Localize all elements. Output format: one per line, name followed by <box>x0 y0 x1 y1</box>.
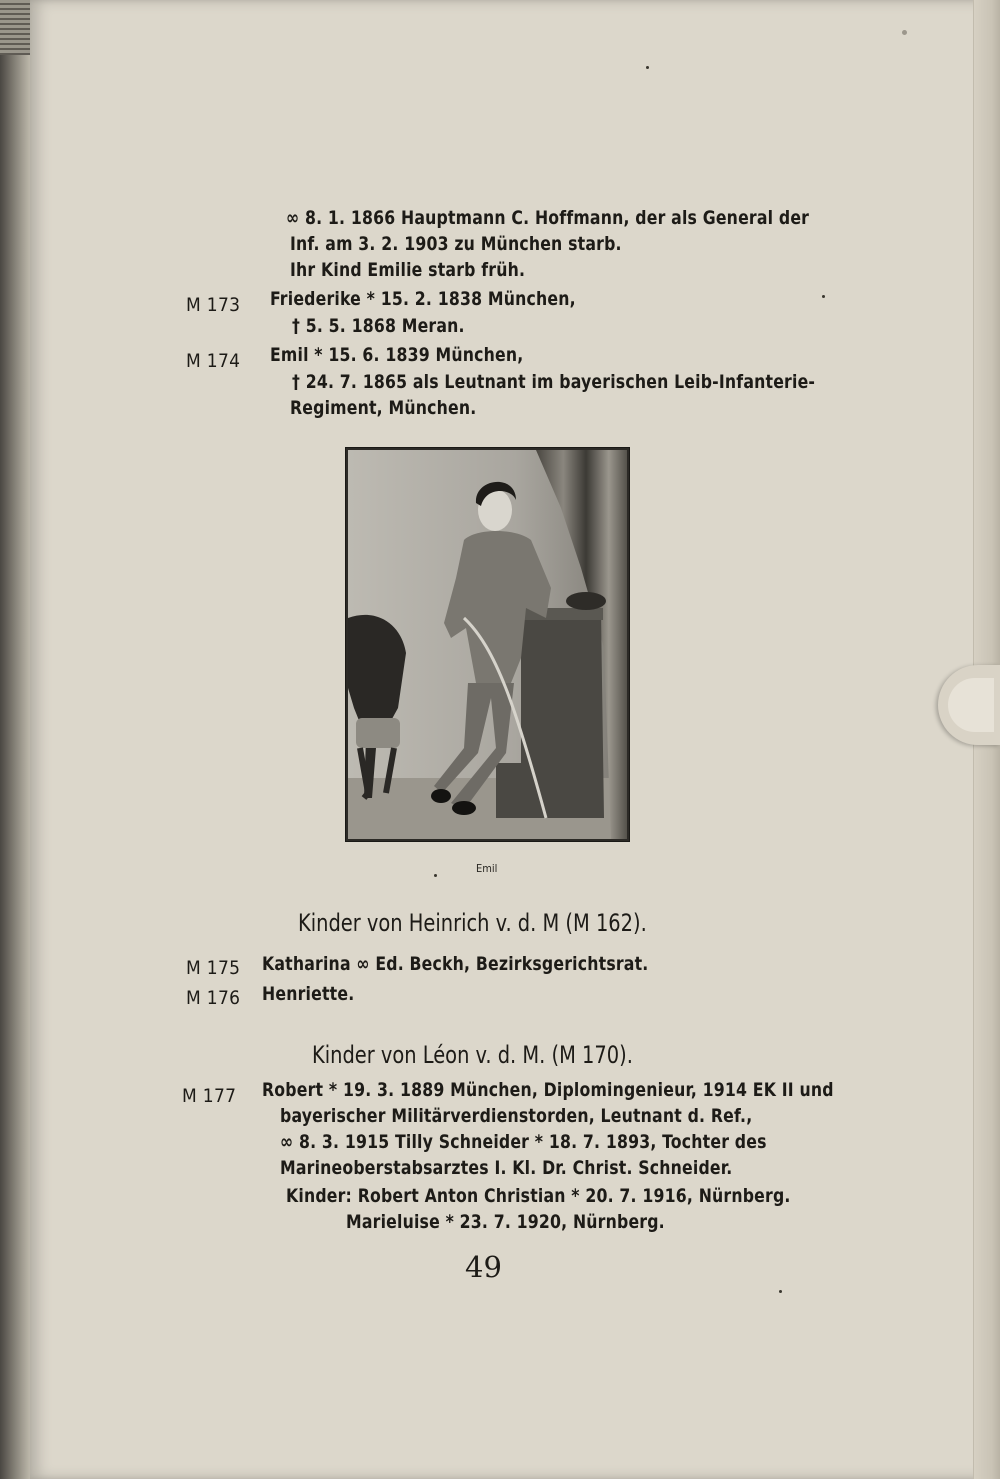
entry-line: Katharina ∞ Ed. Beckh, Bezirksgerichtsrat. <box>262 953 649 975</box>
entry-line: Henriette. <box>262 983 355 1005</box>
entry-line: Emil * 15. 6. 1839 München, <box>270 344 524 366</box>
entry-number: M 176 <box>186 987 241 1009</box>
entry-line: † 24. 7. 1865 als Leutnant im bayerischen Leib-Infanterie- <box>292 371 816 393</box>
speck <box>779 1290 782 1293</box>
section-heading: Kinder von Heinrich v. d. M (M 162). <box>298 909 647 937</box>
entry-number: M 174 <box>186 350 241 372</box>
entry-number: M 177 <box>182 1085 237 1107</box>
entry-line: Inf. am 3. 2. 1903 zu München starb. <box>290 233 622 255</box>
entry-line: † 5. 5. 1868 Meran. <box>292 315 465 337</box>
portrait-illustration <box>346 448 629 841</box>
page-number: 49 <box>465 1250 502 1284</box>
entry-line: Kinder: Robert Anton Christian * 20. 7. 1916, Nürnberg. <box>286 1185 791 1207</box>
entry-number: M 173 <box>186 294 241 316</box>
photo-caption: Emil <box>476 862 498 875</box>
entry-line: bayerischer Militärverdienstorden, Leutnant d. Ref., <box>280 1105 753 1127</box>
page-tab-inner <box>948 678 994 732</box>
entry-line: Marineoberstabsarztes I. Kl. Dr. Christ. Schneider. <box>280 1157 733 1179</box>
entry-line: ∞ 8. 1. 1866 Hauptmann C. Hoffmann, der als General der <box>286 207 810 229</box>
speck <box>646 66 649 69</box>
entry-line: Regiment, München. <box>290 397 477 419</box>
entry-number: M 175 <box>186 957 241 979</box>
entry-line: Marieluise * 23. 7. 1920, Nürnberg. <box>346 1211 665 1233</box>
entry-line: Ihr Kind Emilie starb früh. <box>290 259 526 281</box>
speck <box>822 295 825 298</box>
entry-line: Robert * 19. 3. 1889 München, Diplomingenieur, 1914 EK II und <box>262 1079 834 1101</box>
entry-line: ∞ 8. 3. 1915 Tilly Schneider * 18. 7. 1893, Tochter des <box>280 1131 767 1153</box>
section-heading: Kinder von Léon v. d. M. (M 170). <box>312 1041 633 1069</box>
speck <box>434 874 437 877</box>
portrait-photo <box>345 447 630 842</box>
speck <box>902 30 907 35</box>
entry-line: Friederike * 15. 2. 1838 München, <box>270 288 576 310</box>
